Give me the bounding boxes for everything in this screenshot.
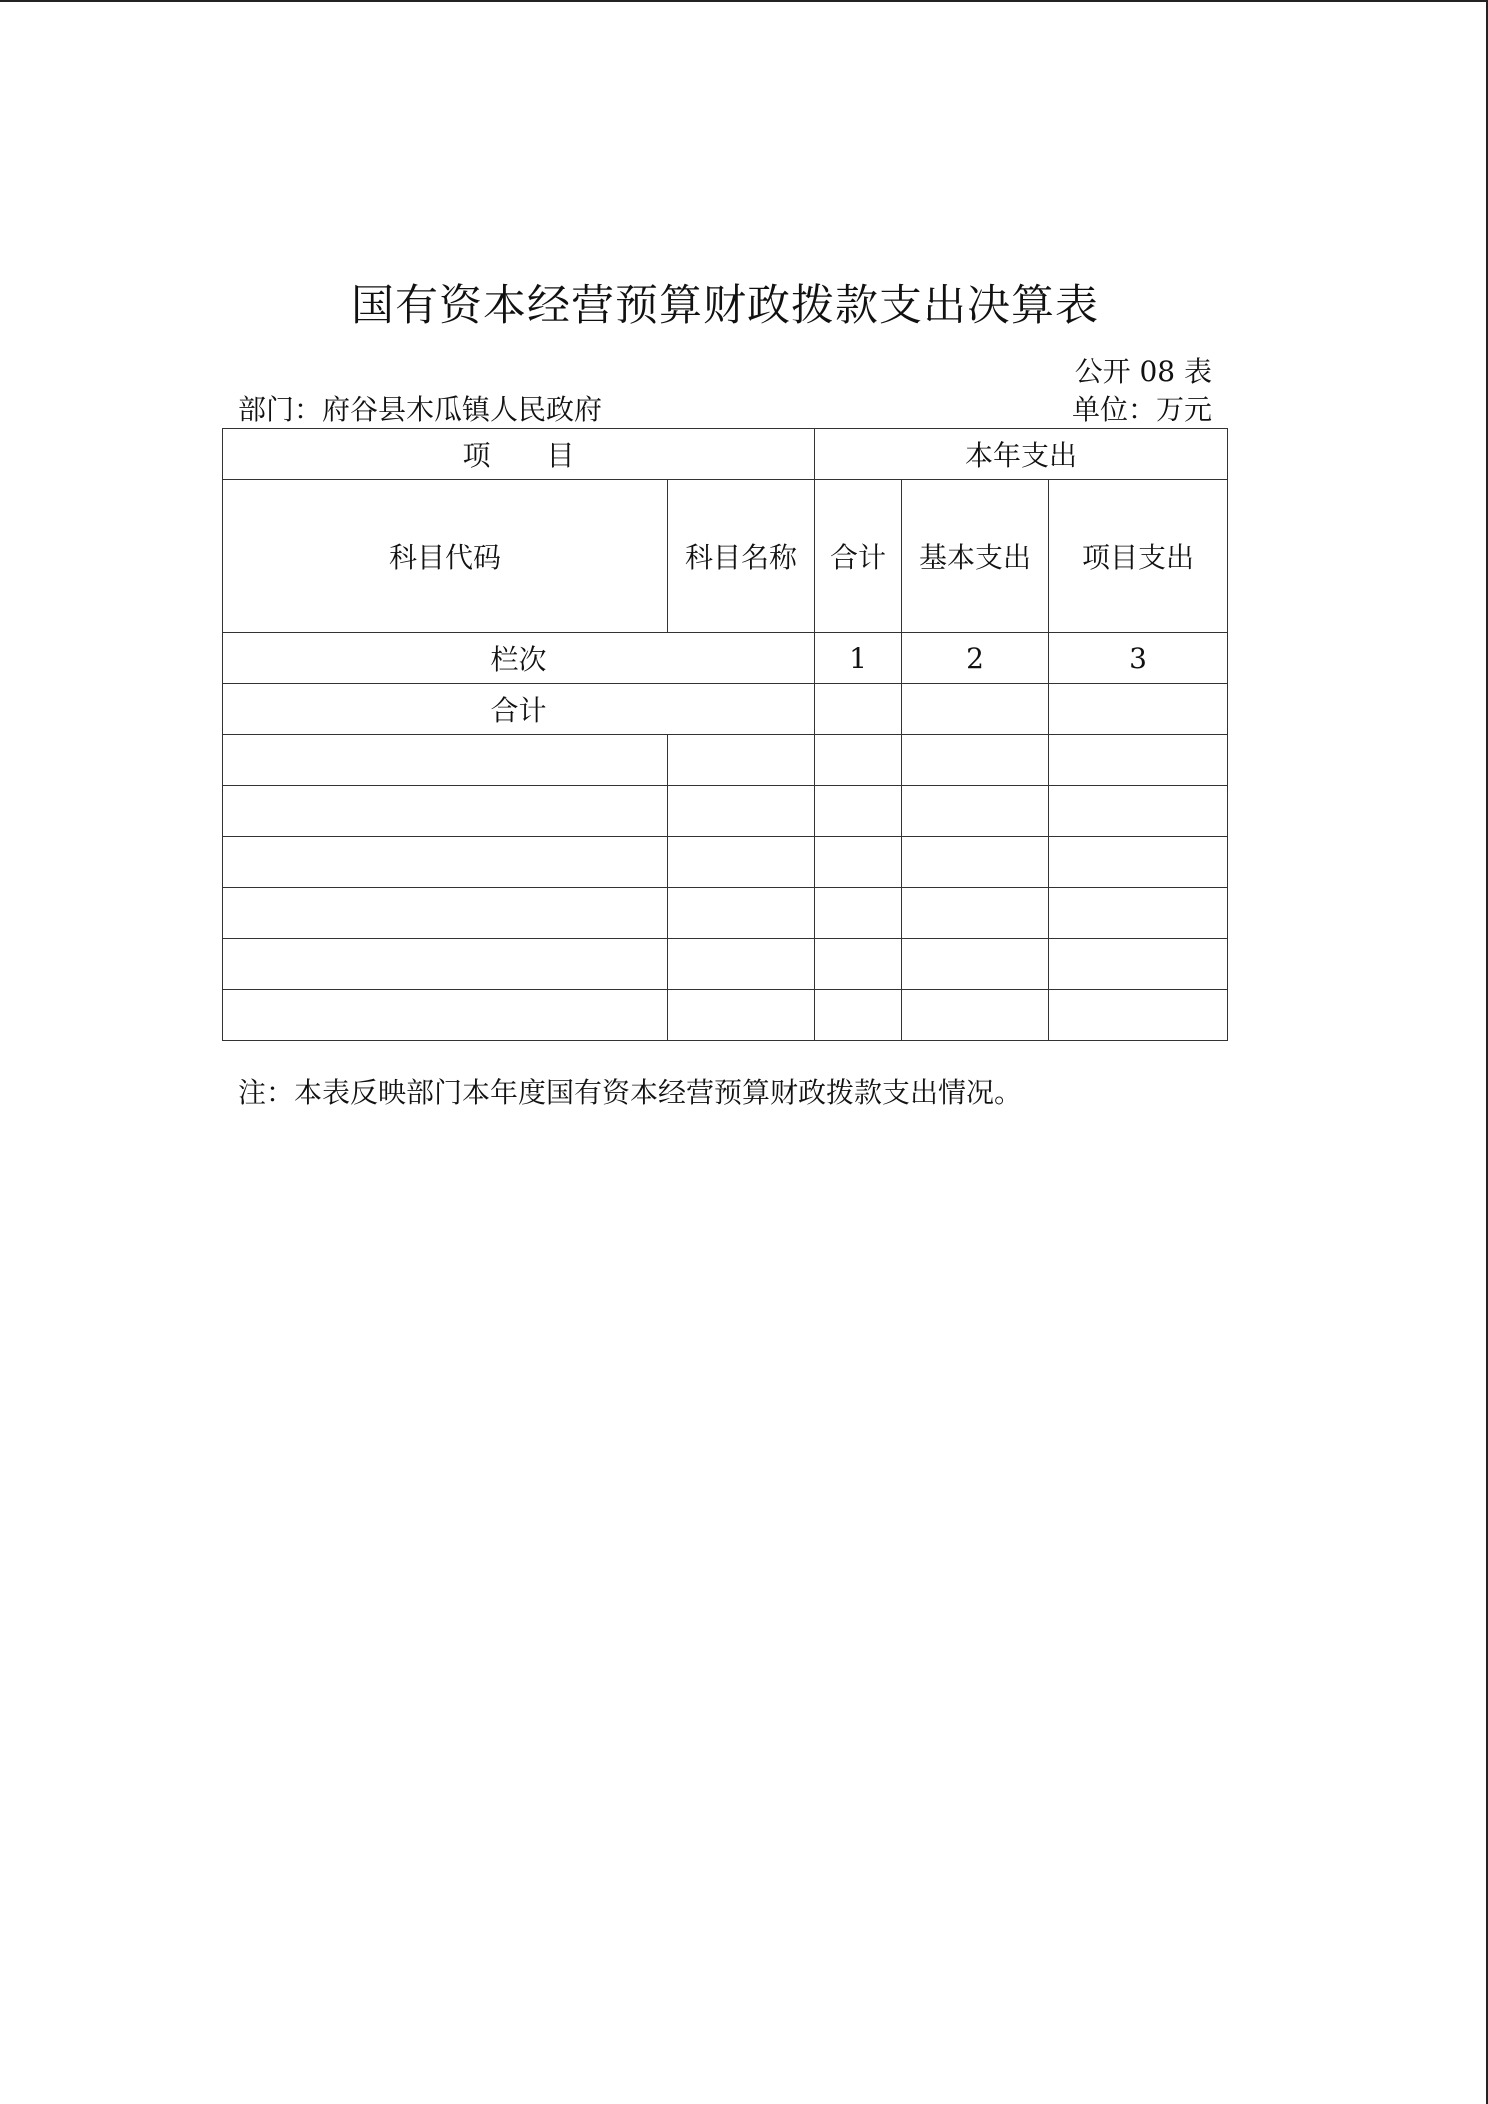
column-index-label: 栏次 [223, 633, 815, 684]
total-cell [815, 786, 902, 837]
header-subject-code: 科目代码 [223, 480, 668, 633]
basic-cell [902, 735, 1049, 786]
expenditure-table [222, 428, 1228, 1041]
department-label: 部门：府谷县木瓜镇人民政府 [238, 393, 603, 426]
subject-code-cell [223, 837, 668, 888]
basic-cell [902, 990, 1049, 1041]
header-total: 合计 [815, 480, 902, 633]
subject-name-cell [668, 888, 815, 939]
table-row [223, 735, 1228, 786]
project-cell [1049, 735, 1228, 786]
basic-cell [902, 888, 1049, 939]
header-project-expenditure: 项目支出 [1049, 480, 1228, 633]
project-cell [1049, 837, 1228, 888]
table-row [223, 990, 1228, 1041]
table-row [223, 786, 1228, 837]
total-cell [815, 939, 902, 990]
subject-code-cell [223, 786, 668, 837]
table-row [223, 939, 1228, 990]
column-index-3: 3 [1049, 633, 1228, 684]
total-row [223, 684, 1228, 735]
header-current-year-expenditure: 本年支出 [815, 429, 1228, 480]
project-cell [1049, 786, 1228, 837]
subject-name-cell [668, 939, 815, 990]
total-row-total-cell [815, 684, 902, 735]
subject-name-cell [668, 837, 815, 888]
total-row-basic-cell [902, 684, 1049, 735]
column-index-1: 1 [815, 633, 902, 684]
project-cell [1049, 939, 1228, 990]
total-row-project-cell [1049, 684, 1228, 735]
empty-rows-body [223, 735, 1228, 1041]
subject-code-cell [223, 888, 668, 939]
document-title: 国有资本经营预算财政拨款支出决算表 [351, 281, 1099, 331]
table-row [223, 888, 1228, 939]
subject-code-cell [223, 990, 668, 1041]
total-row-label: 合计 [223, 684, 815, 735]
subject-code-cell [223, 735, 668, 786]
header-project: 项 目 [223, 429, 815, 480]
column-index-2: 2 [902, 633, 1049, 684]
column-index-row [223, 633, 1228, 684]
project-cell [1049, 990, 1228, 1041]
subject-name-cell [668, 990, 815, 1041]
total-cell [815, 888, 902, 939]
basic-cell [902, 837, 1049, 888]
header-subject-name: 科目名称 [668, 480, 815, 633]
subject-name-cell [668, 786, 815, 837]
header-basic-expenditure: 基本支出 [902, 480, 1049, 633]
total-cell [815, 837, 902, 888]
unit-label: 单位：万元 [1071, 393, 1212, 426]
basic-cell [902, 939, 1049, 990]
table-note: 注：本表反映部门本年度国有资本经营预算财政拨款支出情况。 [238, 1076, 1023, 1109]
table-header-row-1 [223, 429, 1228, 480]
basic-cell [902, 786, 1049, 837]
subject-name-cell [668, 735, 815, 786]
subject-code-cell [223, 939, 668, 990]
total-cell [815, 990, 902, 1041]
page-top-border [0, 0, 1488, 2]
total-cell [815, 735, 902, 786]
table-header-row-2 [223, 480, 1228, 633]
form-number: 公开 08 表 [1074, 355, 1212, 388]
project-cell [1049, 888, 1228, 939]
table-row [223, 837, 1228, 888]
